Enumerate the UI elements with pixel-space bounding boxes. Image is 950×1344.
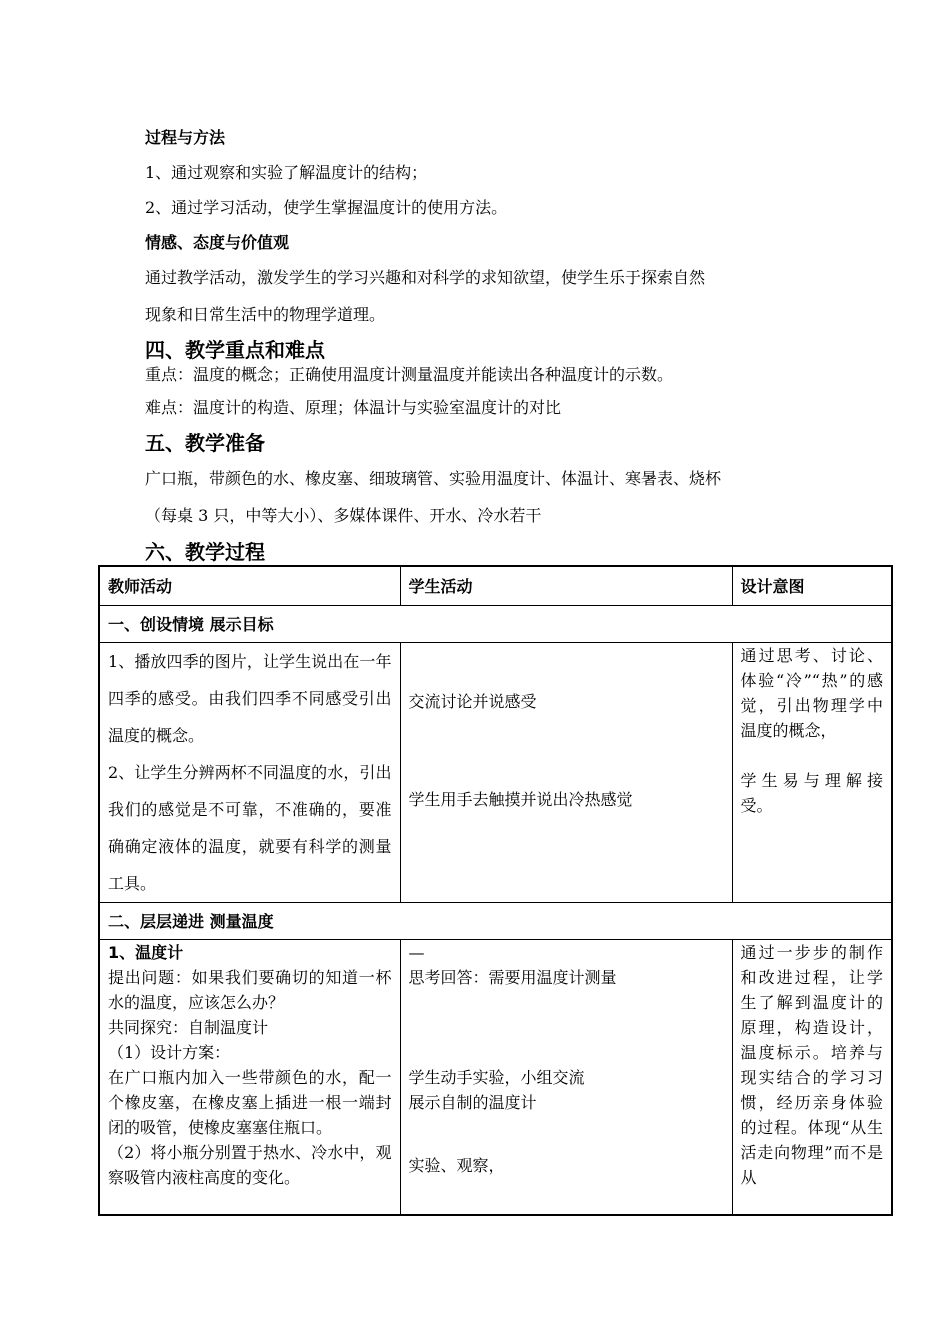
part2-teacher-item-4: 在广口瓶内加入一些带颜色的水，配一个橡皮塞，在橡皮塞上插进一根一端封闭的吸管，使橡皮塞塞住瓶口。 <box>108 1068 392 1137</box>
part1-teacher-item-1: 1、播放四季的图片，让学生说出在一年四季的感受。由我们四季不同感受引出温度的概念。 <box>108 652 392 745</box>
process-method-heading: 过程与方法 <box>145 128 226 147</box>
part1-student-cell <box>400 643 732 903</box>
part2-intent-cell <box>732 940 892 1216</box>
part1-student-item-2: 学生用手去触摸并说出冷热感觉 <box>408 790 633 809</box>
part1-teacher-cell <box>99 643 400 903</box>
teaching-process-table <box>98 565 893 1216</box>
part1-teacher-item-2: 2、让学生分辨两杯不同温度的水，引出我们的感觉是不可靠，不准确的，要准确确定液体的温度，就要有科学的测量工具。 <box>108 763 392 893</box>
preparation-line-1: 广口瓶，带颜色的水、橡皮塞、细玻璃管、实验用温度计、体温计、寒暑表、烧杯 <box>145 469 722 488</box>
part2-title: 二、层层递进 测量温度 <box>99 903 892 940</box>
part2-teacher-item-3: （1）设计方案： <box>108 1043 231 1062</box>
part2-student-item-3: 学生动手实验，小组交流 <box>408 1068 585 1087</box>
part1-student-item-1: 交流讨论并说感受 <box>408 692 537 711</box>
header-teacher: 教师活动 <box>99 566 400 606</box>
emotion-line-2: 现象和日常生活中的物理学道理。 <box>145 305 386 324</box>
part1-intent-cell <box>732 643 892 903</box>
section4-heading: 四、教学重点和难点 <box>145 338 325 362</box>
part2-teacher-title: 1、温度计 <box>108 943 184 962</box>
part1-title: 一、创设情境 展示目标 <box>99 606 892 643</box>
part2-student-cell <box>400 940 732 1216</box>
part1-intent-item-1: 通过思考、讨论、体验“冷”“热”的感觉，引出物理学中温度的概念， <box>740 646 883 740</box>
preparation-line-2: （每桌 3 只，中等大小）、多媒体课件、开水、冷水若干 <box>145 506 542 525</box>
part2-student-item-4: 展示自制的温度计 <box>408 1093 537 1112</box>
emotion-heading: 情感、态度与价值观 <box>145 233 290 252</box>
part2-teacher-item-2: 共同探究：自制温度计 <box>108 1018 269 1037</box>
key-points: 重点：温度的概念；正确使用温度计测量温度并能读出各种温度计的示数。 <box>145 365 674 384</box>
difficulties: 难点：温度计的构造、原理；体温计与实验室温度计的对比 <box>145 398 562 417</box>
process-item-1: 1、通过观察和实验了解温度计的结构； <box>145 163 428 182</box>
part2-teacher-item-5: （2）将小瓶分别置于热水、冷水中，观察吸管内液柱高度的变化。 <box>108 1143 392 1187</box>
part2-student-item-1: — <box>408 943 425 962</box>
part2-title-row <box>99 903 892 940</box>
part2-student-item-2: 思考回答：需要用温度计测量 <box>408 968 617 987</box>
part1-intent-item-2: 学生易与理解接受。 <box>740 771 883 815</box>
section5-heading: 五、教学准备 <box>145 431 265 455</box>
part2-content-row <box>99 940 892 1216</box>
emotion-line-1: 通过教学活动，激发学生的学习兴趣和对科学的求知欲望，使学生乐于探索自然 <box>145 268 706 287</box>
part2-teacher-item-1: 提出问题：如果我们要确切的知道一杯水的温度，应该怎么办？ <box>108 968 392 1012</box>
header-student: 学生活动 <box>400 566 732 606</box>
part1-content-row <box>99 643 892 903</box>
part2-student-item-5: 实验、观察， <box>408 1156 505 1175</box>
part1-title-row <box>99 606 892 643</box>
table-header-row <box>99 566 892 606</box>
part2-intent-text: 通过一步步的制作和改进过程，让学生了解到温度计的原理，构造设计，温度标示。培养与现实结合的学习习惯，经历亲身体验的过程。体现“从生活走向物理”而不是从 <box>740 943 883 1187</box>
part2-teacher-cell <box>99 940 400 1216</box>
section6-heading: 六、教学过程 <box>145 540 265 564</box>
header-intent: 设计意图 <box>732 566 892 606</box>
process-item-2: 2、通过学习活动，使学生掌握温度计的使用方法。 <box>145 198 508 217</box>
